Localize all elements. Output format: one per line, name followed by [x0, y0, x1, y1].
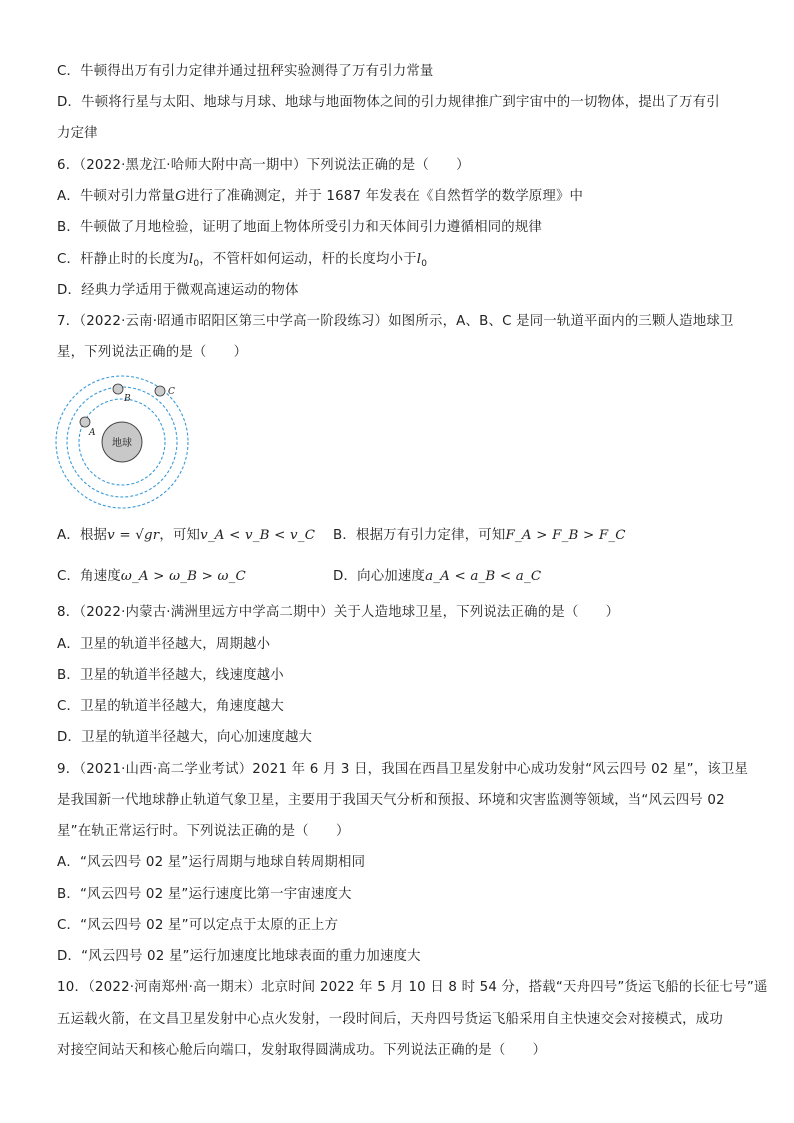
- satellite-b: [113, 384, 123, 394]
- q8-option-c: C．卫星的轨道半径越大，角速度越大: [57, 699, 284, 714]
- q9-stem-line2: 是我国新一代地球静止轨道气象卫星，主要用于我国天气分析和预报、环境和灾害监测等领域，当“风云四号 02: [57, 793, 725, 808]
- q6-option-c: [57, 251, 427, 273]
- q7-stem-line2: 星，下列说法正确的是（ ）: [57, 345, 248, 360]
- q7-option-c-label: C．角速度: [57, 569, 121, 584]
- q7-stem-line1: 7．（2022·云南·昭通市昭阳区第三中学高一阶段练习）如图所示，A、B、C 是同一轨道平面内的三颗人造地球卫: [57, 314, 734, 329]
- q7-option-c: [57, 568, 246, 586]
- satellite-b-label: B: [124, 394, 131, 404]
- q5-option-d-line2: 力定律: [57, 126, 98, 141]
- q8-option-a: A．卫星的轨道半径越大，周期越小: [57, 637, 271, 652]
- q7-option-a-label: A．根据: [57, 528, 108, 543]
- q5-option-d-line1: D．牛顿将行星与太阳、地球与月球、地球与地面物体之间的引力规律推广到宇宙中的一切物体，提出了万有引: [57, 95, 720, 110]
- q9-option-c: C．“风云四号 02 星”可以定点于太原的正上方: [57, 918, 339, 933]
- q7-option-a: [57, 527, 315, 545]
- q6-option-b: B．牛顿做了月地检验，证明了地面上物体所受引力和天体间引力遵循相同的规律: [57, 220, 543, 235]
- q10-stem-line2: 五运载火箭，在文昌卫星发射中心点火发射，一段时间后，天舟四号货运飞船采用自主快速交会对接模式，成功: [57, 1012, 723, 1027]
- q6-option-a-part1: A．牛顿对引力常量: [57, 189, 176, 204]
- q6-option-a: [57, 188, 583, 206]
- satellite-a: [80, 417, 90, 427]
- q6-option-c-sub-b: 0: [421, 259, 428, 269]
- q7-option-d-relation: a_A < a_B < a_C: [425, 569, 542, 584]
- q6-stem: 6．（2022·黑龙江·哈师大附中高一期中）下列说法正确的是（ ）: [57, 158, 470, 173]
- q6-option-c-l0b: l: [416, 252, 422, 267]
- q9-option-b: B．“风云四号 02 星”运行速度比第一宇宙速度大: [57, 887, 352, 902]
- q10-stem-line1: 10．（2022·河南郑州·高一期末）北京时间 2022 年 5 月 10 日 8 时 54 分，搭载“天舟四号”货运飞船的长征七号”遥: [57, 980, 768, 995]
- q8-stem: 8．（2022·内蒙古·满洲里远方中学高二期中）关于人造地球卫星，下列说法正确的是（ ）: [57, 605, 620, 620]
- q9-option-a: A．“风云四号 02 星”运行周期与地球自转周期相同: [57, 855, 366, 870]
- q9-option-d: D．“风云四号 02 星”运行加速度比地球表面的重力加速度大: [57, 949, 421, 964]
- q7-option-b-relation: F_A > F_B > F_C: [505, 528, 626, 543]
- satellite-c: [155, 386, 165, 396]
- q10-stem-line3: 对接空间站天和核心舱后向端口，发射取得圆满成功。下列说法正确的是（ ）: [57, 1043, 547, 1058]
- satellite-c-label: C: [168, 387, 175, 397]
- q6-option-a-g: G: [175, 189, 186, 204]
- q6-option-c-sub-a: 0: [193, 259, 200, 269]
- q7-option-d: [333, 568, 541, 586]
- q7-option-a-relation: v_A < v_B < v_C: [200, 528, 316, 543]
- q7-option-a-text: ，可知: [159, 528, 201, 543]
- q6-option-c-l0a: l: [188, 252, 194, 267]
- q8-option-b: B．卫星的轨道半径越大，线速度越小: [57, 668, 284, 683]
- q6-option-c-part2: ，不管杆如何运动，杆的长度均小于: [199, 252, 417, 267]
- earth-label: 地球: [112, 438, 132, 449]
- q5-option-c: C．牛顿得出万有引力定律并通过扭秤实验测得了万有引力常量: [57, 64, 434, 79]
- satellite-a-label: A: [89, 428, 96, 438]
- q9-stem-line3: 星”在轨正常运行时。下列说法正确的是（ ）: [57, 824, 350, 839]
- orbit-diagram: [52, 374, 192, 509]
- q9-stem-line1: 9．（2021·山西·高二学业考试）2021 年 6 月 3 日，我国在西昌卫星发射中心成功发射“风云四号 02 星”，该卫星: [57, 762, 749, 777]
- q7-option-c-relation: ω_A > ω_B > ω_C: [120, 569, 246, 584]
- q7-option-b-label: B．根据万有引力定律，可知: [333, 528, 506, 543]
- q8-option-d: D．卫星的轨道半径越大，向心加速度越大: [57, 730, 313, 745]
- q7-option-b: [333, 527, 626, 545]
- q6-option-c-part1: C．杆静止时的长度为: [57, 252, 189, 267]
- q6-option-a-part2: 进行了准确测定，并于 1687 年发表在《自然哲学的数学原理》中: [186, 189, 584, 204]
- q7-option-a-formula: v = √gr: [107, 528, 160, 543]
- q6-option-d: D．经典力学适用于微观高速运动的物体: [57, 283, 299, 298]
- q7-option-d-label: D．向心加速度: [333, 569, 426, 584]
